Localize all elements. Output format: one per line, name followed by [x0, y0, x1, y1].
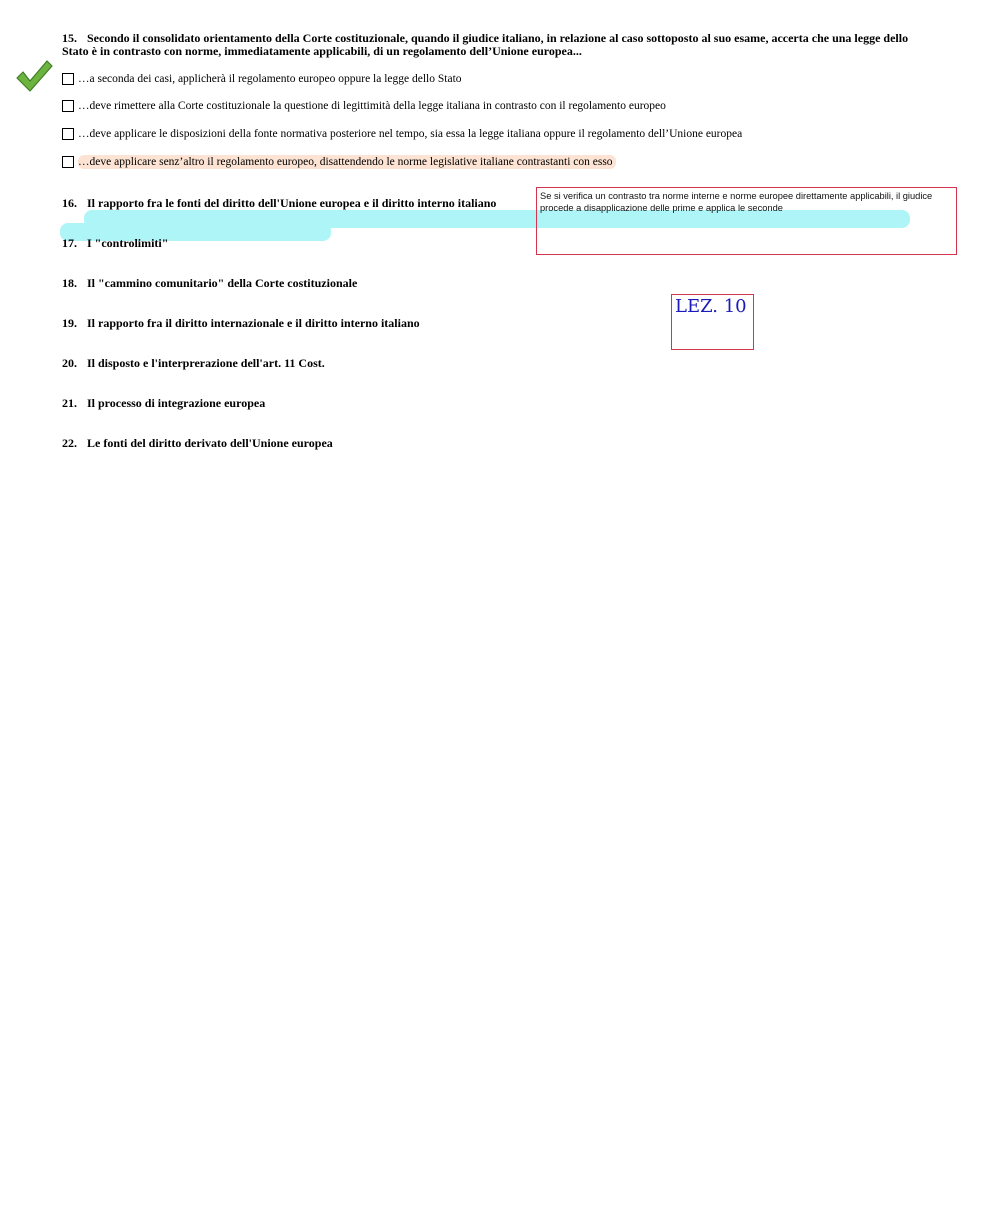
answer-option-3[interactable] [62, 126, 742, 142]
question-number: 17. [62, 236, 77, 250]
answer-option-text-highlighted: …deve applicare senz’altro il regolamento europeo, disattendendo le norme legislative italiane contrastanti con esso [78, 155, 616, 169]
answer-checkbox[interactable] [62, 73, 74, 85]
answer-option-text: …a seconda dei casi, applicherà il regolamento europeo oppure la legge dello Stato [78, 73, 462, 85]
answer-option-4[interactable] [62, 154, 616, 170]
question-text: Le fonti del diritto derivato dell'Unione europea [87, 436, 333, 450]
question-text: I "controlimiti" [87, 236, 169, 250]
question-number: 16. [62, 196, 77, 210]
question-text: Il "cammino comunitario" della Corte costituzionale [87, 276, 358, 290]
answer-checkbox[interactable] [62, 128, 74, 140]
checkmark-icon [15, 58, 53, 94]
question-text: Il rapporto fra le fonti del diritto dell'Unione europea e il diritto interno italiano [87, 196, 497, 210]
question-text: Il processo di integrazione europea [87, 396, 266, 410]
question-21 [62, 396, 265, 411]
answer-option-1[interactable] [62, 71, 462, 87]
question-number: 20. [62, 356, 77, 370]
question-17 [62, 236, 168, 251]
question-18 [62, 276, 357, 291]
answer-option-text: …deve applicare le disposizioni della fonte normativa posteriore nel tempo, sia essa la legge italiana oppure il regolamento dell’Unione europea [78, 128, 743, 140]
question-text: Il rapporto fra il diritto internazionale e il diritto interno italiano [87, 316, 420, 330]
question-text: Il disposto e l'interprerazione dell'art. 11 Cost. [87, 356, 325, 370]
question-16 [62, 196, 496, 211]
answer-option-text: …deve rimettere alla Corte costituzionale la questione di legittimità della legge italiana in contrasto con il regolamento europeo [78, 100, 666, 112]
question-number: 21. [62, 396, 77, 410]
question-20 [62, 356, 325, 371]
answer-option-2[interactable] [62, 98, 666, 114]
answer-checkbox[interactable] [62, 156, 74, 168]
lesson-label-box[interactable]: LEZ. 10 [671, 294, 754, 350]
question-22 [62, 436, 333, 451]
question-text: Secondo il consolidato orientamento della Corte costituzionale, quando il giudice italiano, in relazione al caso sottoposto al suo esame, accerta che una legge dello Stato è in contrasto con norme, immediatamente applicabili, di un regolamento dell’Unione europea... [62, 31, 909, 58]
answer-checkbox[interactable] [62, 100, 74, 112]
question-number: 19. [62, 316, 77, 330]
question-15 [62, 32, 932, 58]
annotation-note-box[interactable]: Se si verifica un contrasto tra norme interne e norme europee direttamente applicabili, il giudice procede a disapplicazione delle prime e applica le seconde [536, 187, 957, 255]
question-number: 15. [62, 31, 77, 45]
question-19 [62, 316, 420, 331]
question-number: 18. [62, 276, 77, 290]
question-number: 22. [62, 436, 77, 450]
